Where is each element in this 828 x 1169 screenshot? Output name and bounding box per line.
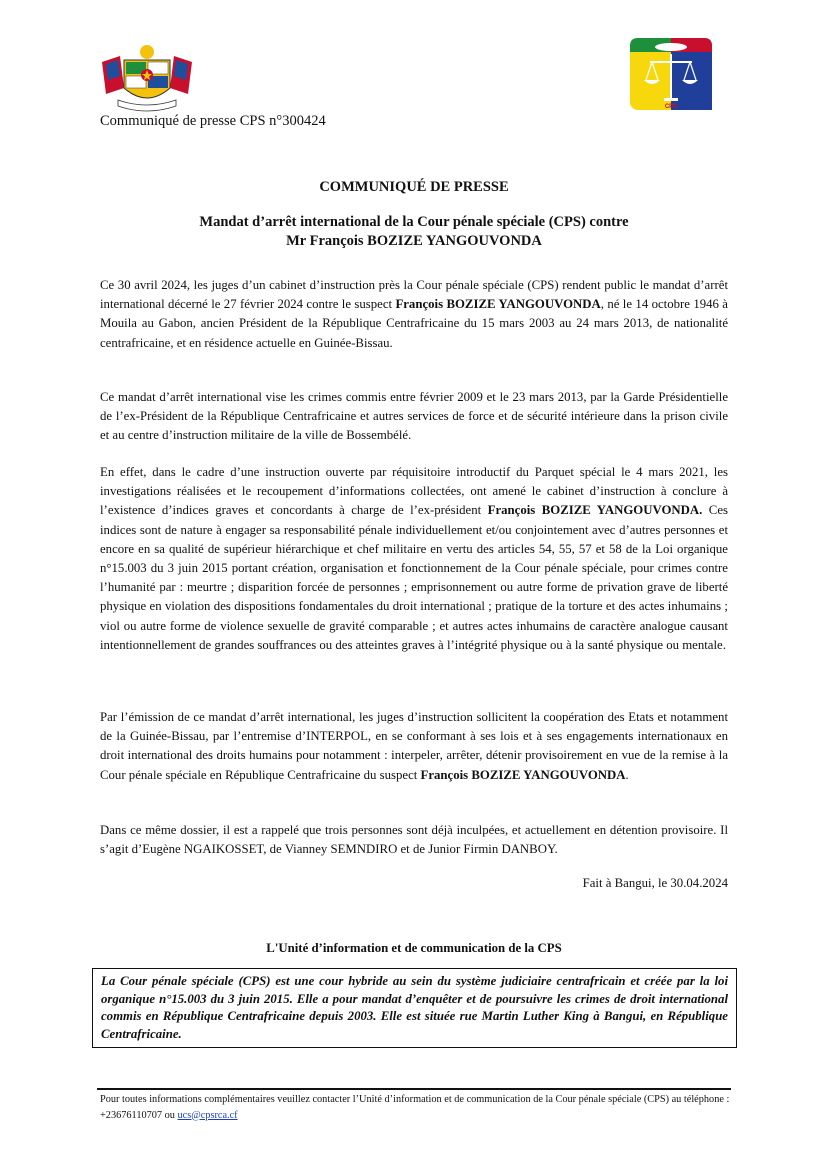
page-title: COMMUNIQUÉ DE PRESSE [319, 179, 509, 195]
paragraph-cooperation [100, 708, 728, 785]
paragraph-text: Par l’émission de ce mandat d’arrêt international, les juges d’instruction sollicitent la coopération des Etats et notamment de la Guinée-Bissau, par l’entremise d’INTERPOL, en se conformant à ses lois et à ses engagements internationaux en droit international des droits humains pour notamment : interpeler, arrêter, détenir provisoirement en vue de la remise à la Cour pénale spéciale en République Centrafricaine du suspect [100, 710, 728, 782]
press-release-reference: Communiqué de presse CPS n°300424 [100, 113, 326, 129]
paragraph-text: Ce 30 avril 2024, les juges d’un cabinet d’instruction près la Cour pénale spéciale (CPS) rendent public le mandat d’arrêt international décerné le 27 février 2024 contre le suspect [100, 278, 728, 312]
coat-of-arms-logo [98, 42, 196, 112]
cps-logo [630, 38, 712, 110]
paragraph-other-detainees: Dans ce même dossier, il est a rappelé que trois personnes sont déjà inculpées, et actuellement en détention provisoire. Il s’agit d’Eugène NGAIKOSSET, de Vianney SEMNDIRO et de Junior Firmin DANBOY. [100, 823, 728, 857]
page-subtitle [100, 213, 728, 251]
court-info-box: La Cour pénale spéciale (CPS) est une cour hybride au sein du système judiciaire centrafricain et créée par la loi organique n°15.003 du 3 juin 2015. Elle a pour mandat d’enquêter et de poursuivre les crimes de droit international commis en République Centrafricaine depuis 2003. Elle est située rue Martin Luther King à Bangui, en République Centrafricaine. [92, 968, 737, 1048]
cps-logo-text: CPS [664, 104, 678, 110]
paragraph-crimes-scope: Ce mandat d’arrêt international vise les crimes commis entre février 2009 et le 23 mars 2013, par la Garde Présidentielle de l’ex-Président de la République Centrafricaine et autres services de force et de sécurité intérieure dans la prison civile et au centre d’instruction militaire de la ville de Bossembélé. [100, 390, 728, 443]
footer-text: Pour toutes informations complémentaires veuillez contacter l’Unité d’information et de communication de la Cour pénale spéciale (CPS) au téléphone : +23676110707 ou [100, 1094, 730, 1121]
paragraph-charges [100, 463, 728, 655]
suspect-name: François BOZIZE YANGOUVONDA [420, 767, 626, 782]
suspect-name: François BOZIZE YANGOUVONDA [395, 297, 601, 312]
paragraph-text: En effet, dans le cadre d’une instruction ouverte par réquisitoire introductif du Parquet spécial le 4 mars 2021, les investigations réalisées et le recoupement d’informations collectées, ont amené le cabinet d’instruction à conclure à l’existence d’indices graves et concordants à charge de l’ex-président [100, 465, 728, 518]
place-and-date: Fait à Bangui, le 30.04.2024 [582, 876, 728, 890]
paragraph-announcement [100, 276, 728, 353]
subtitle-line-2: Mr François BOZIZE YANGOUVONDA [286, 233, 542, 249]
suspect-name: François BOZIZE YANGOUVONDA. [487, 503, 703, 518]
paragraph-text: . [625, 767, 629, 782]
footer-divider [97, 1088, 731, 1090]
subtitle-line-1: Mandat d’arrêt international de la Cour pénale spéciale (CPS) contre [199, 214, 629, 230]
signature-unit: L'Unité d’information et de communication de la CPS [266, 941, 562, 955]
paragraph-text: Ces indices sont de nature à engager sa responsabilité pénale individuellement et/ou conjointement avec d’autres personnes et encore en sa qualité de supérieur hiérarchique et chef militaire en vertu des articles 54, 55, 57 et 58 de la Loi organique n°15.003 du 3 juin 2015 portant création, organisation et fonctionnement de la Cour pénale spéciale, pour crimes contre l’humanité par : meurtre ; disparition forcée de personnes ; emprisonnement ou autre forme de privation grave de liberté physique en violation des dispositions fondamentales du droit international ; pratique de la torture et des actes inhumains ; viol ou autre forme de violence sexuelle de gravité comparable ; et autres actes inhumains de caractère analogue causant intentionnellement de grandes souffrances ou des atteintes graves à l’intégrité physique ou à la santé physique ou mentale. [100, 503, 728, 652]
footer-contact [100, 1092, 730, 1123]
contact-email-link[interactable]: ucs@cpsrca.cf [177, 1109, 238, 1121]
paragraph-text: , né le 14 octobre 1946 à Mouila au Gabon, ancien Président de la République Centrafricaine du 15 mars 2003 au 24 mars 2013, de nationalité centrafricaine, et en résidence actuelle en Guinée-Bissau. [100, 297, 728, 350]
